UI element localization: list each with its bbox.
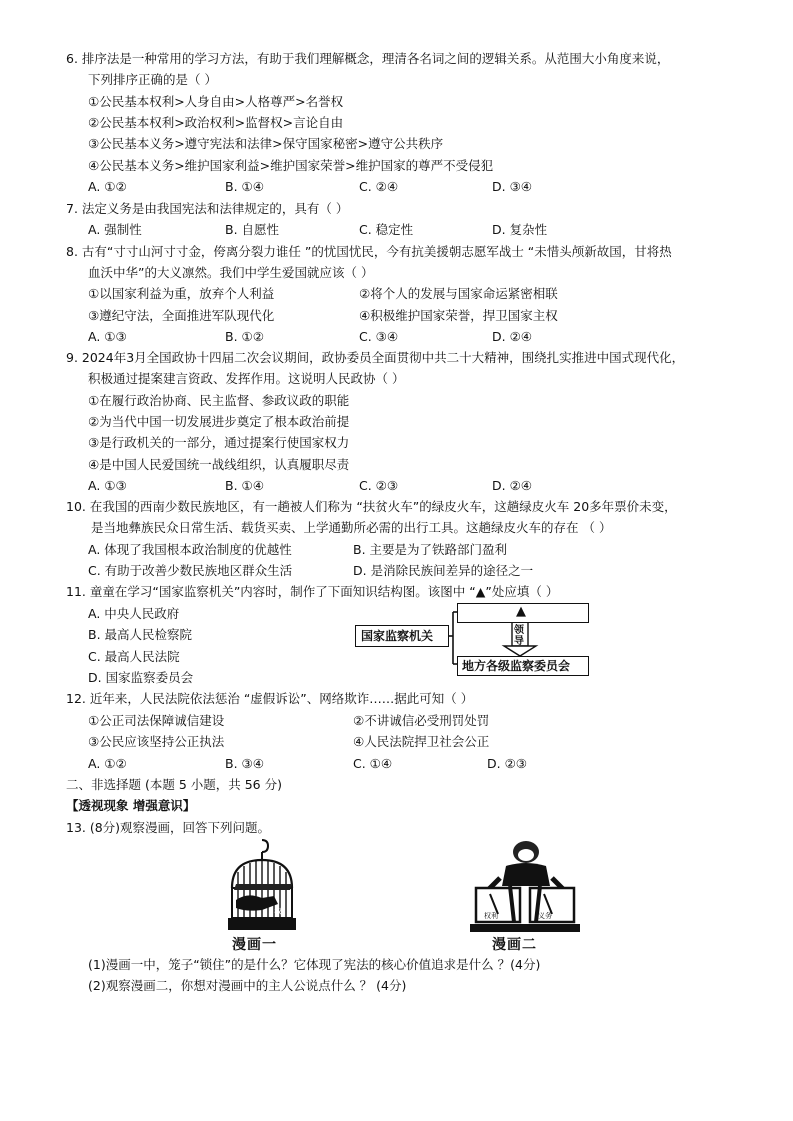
q9-item-2: ②为当代中国一切发展进步奠定了根本政治前提 (88, 414, 350, 429)
q8-item-4: ④积极维护国家荣誉，捍卫国家主权 (359, 308, 558, 323)
cartoon-2-caption: 漫画二 (492, 937, 537, 953)
q13-sub-question-2: (2)观察漫画二，你想对漫画中的主人公说点什么 ？ (4分) (88, 978, 407, 993)
q9-stem-line2: 积极通过提案建言资政、发挥作用。这说明人民政协（ ） (88, 371, 405, 386)
q11-stem: 11. 童童在学习“国家监察机关”内容时，制作了下面知识结构图。该图中 “▲”处应填（ ） (66, 584, 559, 599)
q9-option-d: D. ②④ (492, 478, 532, 493)
q7-stem: 7. 法定义务是由我国宪法和法律规定的，具有（ ） (66, 201, 349, 216)
q13-sub-question-1: (1)漫画一中，笼子“锁住”的是什么？它体现了宪法的核心价值追求是什么 ？(4分) (88, 957, 541, 972)
cartoon-1-birdcage-image (222, 838, 302, 934)
q8-option-a: A. ①③ (88, 329, 127, 344)
q12-stem: 12. 近年来，人民法院依法惩治 “虚假诉讼”、网络欺诈……据此可知（ ） (66, 691, 474, 706)
q8-stem-line2: 血沃中华”的大义凛然。我们中学生爱国就应该（ ） (88, 265, 374, 280)
q11-blank-triangle: ▲ (516, 604, 526, 619)
q11-option-b: B. 最高人民检察院 (88, 627, 193, 642)
q13-stem: 13. (8分)观察漫画，回答下列问题。 (66, 820, 271, 835)
q10-option-b: B. 主要是为了铁路部门盈利 (353, 542, 508, 557)
cartoon-1-caption: 漫画一 (232, 937, 277, 953)
q6-option-d: D. ③④ (492, 179, 532, 194)
q6-option-a: A. ①② (88, 179, 127, 194)
q8-stem-line1: 8. 古有“寸寸山河寸寸金，侉离分裂力谁任 ”的忧国忧民，今有抗美援朝志愿军战士 “未惜头颅新故国，甘将热 (66, 244, 672, 259)
q12-option-d: D. ②③ (487, 756, 527, 771)
q11-box-blank (457, 603, 589, 623)
q11-arrow-label: 领导 (514, 625, 524, 647)
q12-option-a: A. ①② (88, 756, 127, 771)
q9-stem-line1: 9. 2024年3月全国政协十四届二次会议期间，政协委员全面贯彻中共二十大精神，围绕扎实推进中国式现代化， (66, 350, 685, 365)
q6-item-4: ④公民基本义务>维护国家利益>维护国家荣誉>维护国家的尊严不受侵犯 (88, 158, 494, 173)
section2-subheading: 【透视现象 增强意识】 (66, 798, 196, 813)
q9-option-c: C. ②③ (359, 478, 399, 493)
cartoon-1-label: 权 (274, 907, 282, 916)
q8-option-b: B. ①② (225, 329, 264, 344)
q7-option-d: D. 复杂性 (492, 222, 548, 237)
q9-item-3: ③是行政机关的一部分，通过提案行使国家权力 (88, 435, 350, 450)
q11-option-c: C. 最高人民法院 (88, 649, 180, 664)
q10-option-d: D. 是消除民族间差异的途径之一 (353, 563, 534, 578)
section2-heading: 二、非选择题 (本题 5 小题，共 56 分) (66, 777, 282, 792)
q12-item-2: ②不讲诚信必受刑罚处罚 (353, 713, 490, 728)
q8-item-1: ①以国家利益为重，放弃个人利益 (88, 286, 275, 301)
q9-item-1: ①在履行政治协商、民主监督、参政议政的职能 (88, 393, 350, 408)
q12-item-3: ③公民应该坚持公正执法 (88, 734, 225, 749)
q10-option-c: C. 有助于改善少数民族地区群众生活 (88, 563, 293, 578)
q7-option-a: A. 强制性 (88, 222, 142, 237)
cartoon-2-label-rights: 权利 (484, 912, 498, 920)
q9-item-4: ④是中国人民爱国统一战线组织，认真履职尽责 (88, 457, 350, 472)
q11-box-state-supervisory-organ (355, 625, 449, 647)
q10-option-a: A. 体现了我国根本政治制度的优越性 (88, 542, 292, 557)
q8-item-3: ③遵纪守法，全面推进军队现代化 (88, 308, 275, 323)
q12-option-c: C. ①④ (353, 756, 393, 771)
q6-option-b: B. ①④ (225, 179, 264, 194)
q11-option-a: A. 中央人民政府 (88, 606, 180, 621)
q6-item-1: ①公民基本权利>人身自由>人格尊严>名誉权 (88, 94, 344, 109)
q8-option-d: D. ②④ (492, 329, 532, 344)
q6-item-2: ②公民基本权利>政治权利>监督权>言论自由 (88, 115, 344, 130)
q10-stem-line1: 10. 在我国的西南少数民族地区，有一趟被人们称为 “扶贫火车”的绿皮火车，这趟绿皮火车 20多年票价未变， (66, 499, 677, 514)
q11-box-bottom-label: 地方各级监察委员会 (462, 659, 571, 673)
q7-option-b: B. 自愿性 (225, 222, 280, 237)
q6-item-3: ③公民基本义务>遵守宪法和法律>保守国家秘密>遵守公共秩序 (88, 136, 444, 151)
q6-stem-line2: 下列排序正确的是（ ） (88, 72, 217, 87)
q6-stem-line1: 6. 排序法是一种常用的学习方法，有助于我们理解概念，理清各名词之间的逻辑关系。从范围大小角度来说， (66, 51, 670, 66)
q11-option-d: D. 国家监察委员会 (88, 670, 194, 685)
q12-item-1: ①公正司法保障诚信建设 (88, 713, 225, 728)
cartoon-2-person-image (470, 838, 580, 934)
q11-box-left-label: 国家监察机关 (361, 629, 434, 643)
cartoon-2-label-duties: 义务 (538, 912, 552, 920)
q7-option-c: C. 稳定性 (359, 222, 414, 237)
q8-item-2: ②将个人的发展与国家命运紧密相联 (359, 286, 558, 301)
q9-option-a: A. ①③ (88, 478, 127, 493)
q8-option-c: C. ③④ (359, 329, 399, 344)
q6-option-c: C. ②④ (359, 179, 399, 194)
q12-option-b: B. ③④ (225, 756, 264, 771)
q11-box-local-commissions (457, 656, 589, 676)
q12-item-4: ④人民法院捍卫社会公正 (353, 734, 490, 749)
q10-stem-line2: 是当地彝族民众日常生活、载货买卖、上学通勤所必需的出行工具。这趟绿皮火车的存在 （ ） (91, 520, 612, 535)
q9-option-b: B. ①④ (225, 478, 264, 493)
